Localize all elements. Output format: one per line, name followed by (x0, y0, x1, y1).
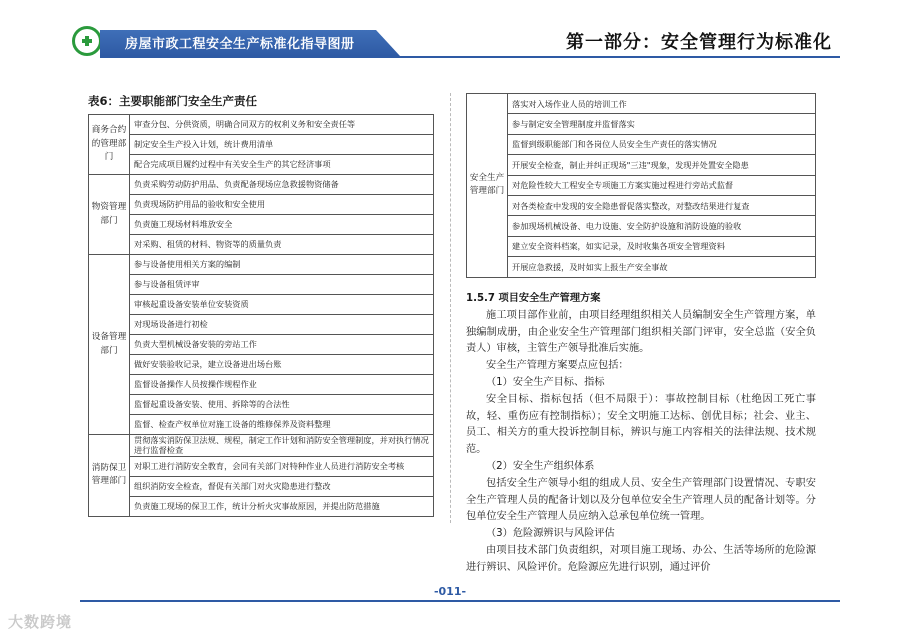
duty-cell: 对危险性较大工程安全专项施工方案实施过程进行旁站式监督 (508, 175, 816, 195)
department-responsibility-table (88, 114, 434, 517)
table-row (89, 295, 434, 315)
duty-cell: 对采购、租赁的材料、物资等的质量负责 (130, 235, 434, 255)
book-title: 房屋市政工程安全生产标准化指导图册 (125, 37, 355, 52)
department-cell: 物资管理部门 (89, 175, 130, 255)
table-row (89, 135, 434, 155)
page-header (0, 0, 900, 72)
duty-cell: 监督起重设备安装、使用、拆除等的合法性 (130, 395, 434, 415)
table-row (467, 216, 816, 236)
table-row (467, 175, 816, 195)
duty-cell: 开展安全检查，制止并纠正现场"三违"现象，发现并处置安全隐患 (508, 155, 816, 175)
duty-cell: 负责现场防护用品的验收和安全使用 (130, 195, 434, 215)
paragraph: 包括安全生产领导小组的组成人员、安全生产管理部门设置情况、专职安全生产管理人员的配备计划以及分包单位安全生产管理人员的配备计划等。分包单位安全生产管理人员应纳入总承包单位统一管理。 (466, 477, 816, 523)
table-row (89, 476, 434, 496)
duty-cell: 开展应急救援，及时如实上报生产安全事故 (508, 257, 816, 277)
duty-cell: 对现场设备进行初检 (130, 315, 434, 335)
page-number: -011- (433, 585, 467, 598)
table-row (89, 496, 434, 516)
table-row (89, 195, 434, 215)
table-caption: 表6：主要职能部门安全生产责任 (88, 94, 257, 108)
paragraph: 由项目技术部门负责组织，对项目施工现场、办公、生活等场所的危险源进行辨识、风险评价。危险源应先进行识别，通过评价 (466, 544, 816, 573)
duty-cell: 监督、检查产权单位对施工设备的维修保养及资料整理 (130, 415, 434, 435)
table-row (467, 257, 816, 277)
duty-cell: 负责施工现场的保卫工作，统计分析火灾事故原因，并提出防范措施 (130, 496, 434, 516)
safety-cross-logo-icon (72, 26, 102, 56)
duty-cell: 参加现场机械设备、电力设施、安全防护设施和消防设施的验收 (508, 216, 816, 236)
paragraph: 安全目标、指标包括（但不局限于）：事故控制目标（杜绝因工死亡事故，轻、重伤应有控制指标）；安全文明施工达标、创优目标；社会、业主、员工、相关方的重大投诉控制目标，辨识与施工内容相关的法律法规、技术规范。 (466, 393, 816, 456)
duty-cell: 监督到级职能部门和各岗位人员安全生产责任的落实情况 (508, 134, 816, 154)
duty-cell: 监督设备操作人员按操作规程作业 (130, 375, 434, 395)
duty-cell: 负责大型机械设备安装的旁站工作 (130, 335, 434, 355)
table-row (467, 114, 816, 134)
duty-cell: 贯彻落实消防保卫法规、规程，制定工作计划和消防安全管理制度，并对执行情况进行监督检查 (130, 435, 434, 457)
table-row (89, 175, 434, 195)
table-row (89, 355, 434, 375)
section-title: 第一部分：安全管理行为标准化 (566, 32, 832, 53)
table-row (89, 395, 434, 415)
department-cell: 商务合约的管理部门 (89, 115, 130, 175)
duty-cell: 参与制定安全管理制度并监督落实 (508, 114, 816, 134)
duty-cell: 对职工进行消防安全教育，会同有关部门对特种作业人员进行消防安全考核 (130, 456, 434, 476)
table-row (89, 456, 434, 476)
watermark-text: 大数跨境 (8, 613, 73, 631)
table-row (89, 335, 434, 355)
department-cell: 消防保卫管理部门 (89, 435, 130, 517)
table-row (467, 134, 816, 154)
duty-cell: 落实对入场作业人员的培训工作 (508, 94, 816, 114)
subheading: （3）危险源辨识与风险评估 (486, 528, 615, 540)
table-row (467, 94, 816, 114)
duty-cell: 配合完成项目履约过程中有关安全生产的其它经济事项 (130, 155, 434, 175)
section-heading: 1.5.7 项目安全生产管理方案 (466, 293, 601, 304)
table-row (89, 435, 434, 457)
duty-cell: 做好安装验收记录，建立设备进出场台账 (130, 355, 434, 375)
paragraph: 施工项目部作业前，由项目经理组织相关人员编制安全生产管理方案，单独编制成册，由企业安全生产管理部门组织相关部门评审，安全总监（安全负责人）审核，主管生产领导批准后实施。 (466, 309, 816, 355)
duty-cell: 负责施工现场材料堆放安全 (130, 215, 434, 235)
duty-cell: 建立安全资料档案，如实记录，及时收集各项安全管理资料 (508, 236, 816, 256)
footer-line (80, 600, 840, 602)
duty-cell: 负责采购劳动防护用品、负责配备现场应急救援物资储备 (130, 175, 434, 195)
duty-cell: 组织消防安全检查，督促有关部门对火灾隐患进行整改 (130, 476, 434, 496)
department-cell: 安全生产管理部门 (467, 94, 508, 278)
table-row (89, 255, 434, 275)
safety-department-table (466, 93, 816, 278)
table-row (89, 235, 434, 255)
table-row (89, 215, 434, 235)
duty-cell: 审核起重设备安装单位安装资质 (130, 295, 434, 315)
table-row (467, 236, 816, 256)
duty-cell: 参与设备租赁评审 (130, 275, 434, 295)
body-text (466, 291, 816, 577)
table-row (89, 275, 434, 295)
subheading: （1）安全生产目标、指标 (486, 376, 605, 388)
table-row (89, 375, 434, 395)
table-row (467, 155, 816, 175)
table-row (89, 115, 434, 135)
subheading: （2）安全生产组织体系 (486, 460, 595, 472)
duty-cell: 参与设备使用相关方案的编制 (130, 255, 434, 275)
table-row (89, 415, 434, 435)
column-divider (450, 93, 451, 523)
paragraph: 安全生产管理方案要点应包括： (486, 360, 629, 372)
table-row (89, 155, 434, 175)
department-cell: 设备管理部门 (89, 255, 130, 435)
table-row (467, 195, 816, 215)
table-row (89, 315, 434, 335)
duty-cell: 制定安全生产投入计划，统计费用清单 (130, 135, 434, 155)
duty-cell: 对各类检查中发现的安全隐患督促落实整改，对整改结果进行复查 (508, 195, 816, 215)
duty-cell: 审查分包、分供资质，明确合同双方的权利义务和安全责任等 (130, 115, 434, 135)
header-underline (100, 56, 840, 58)
